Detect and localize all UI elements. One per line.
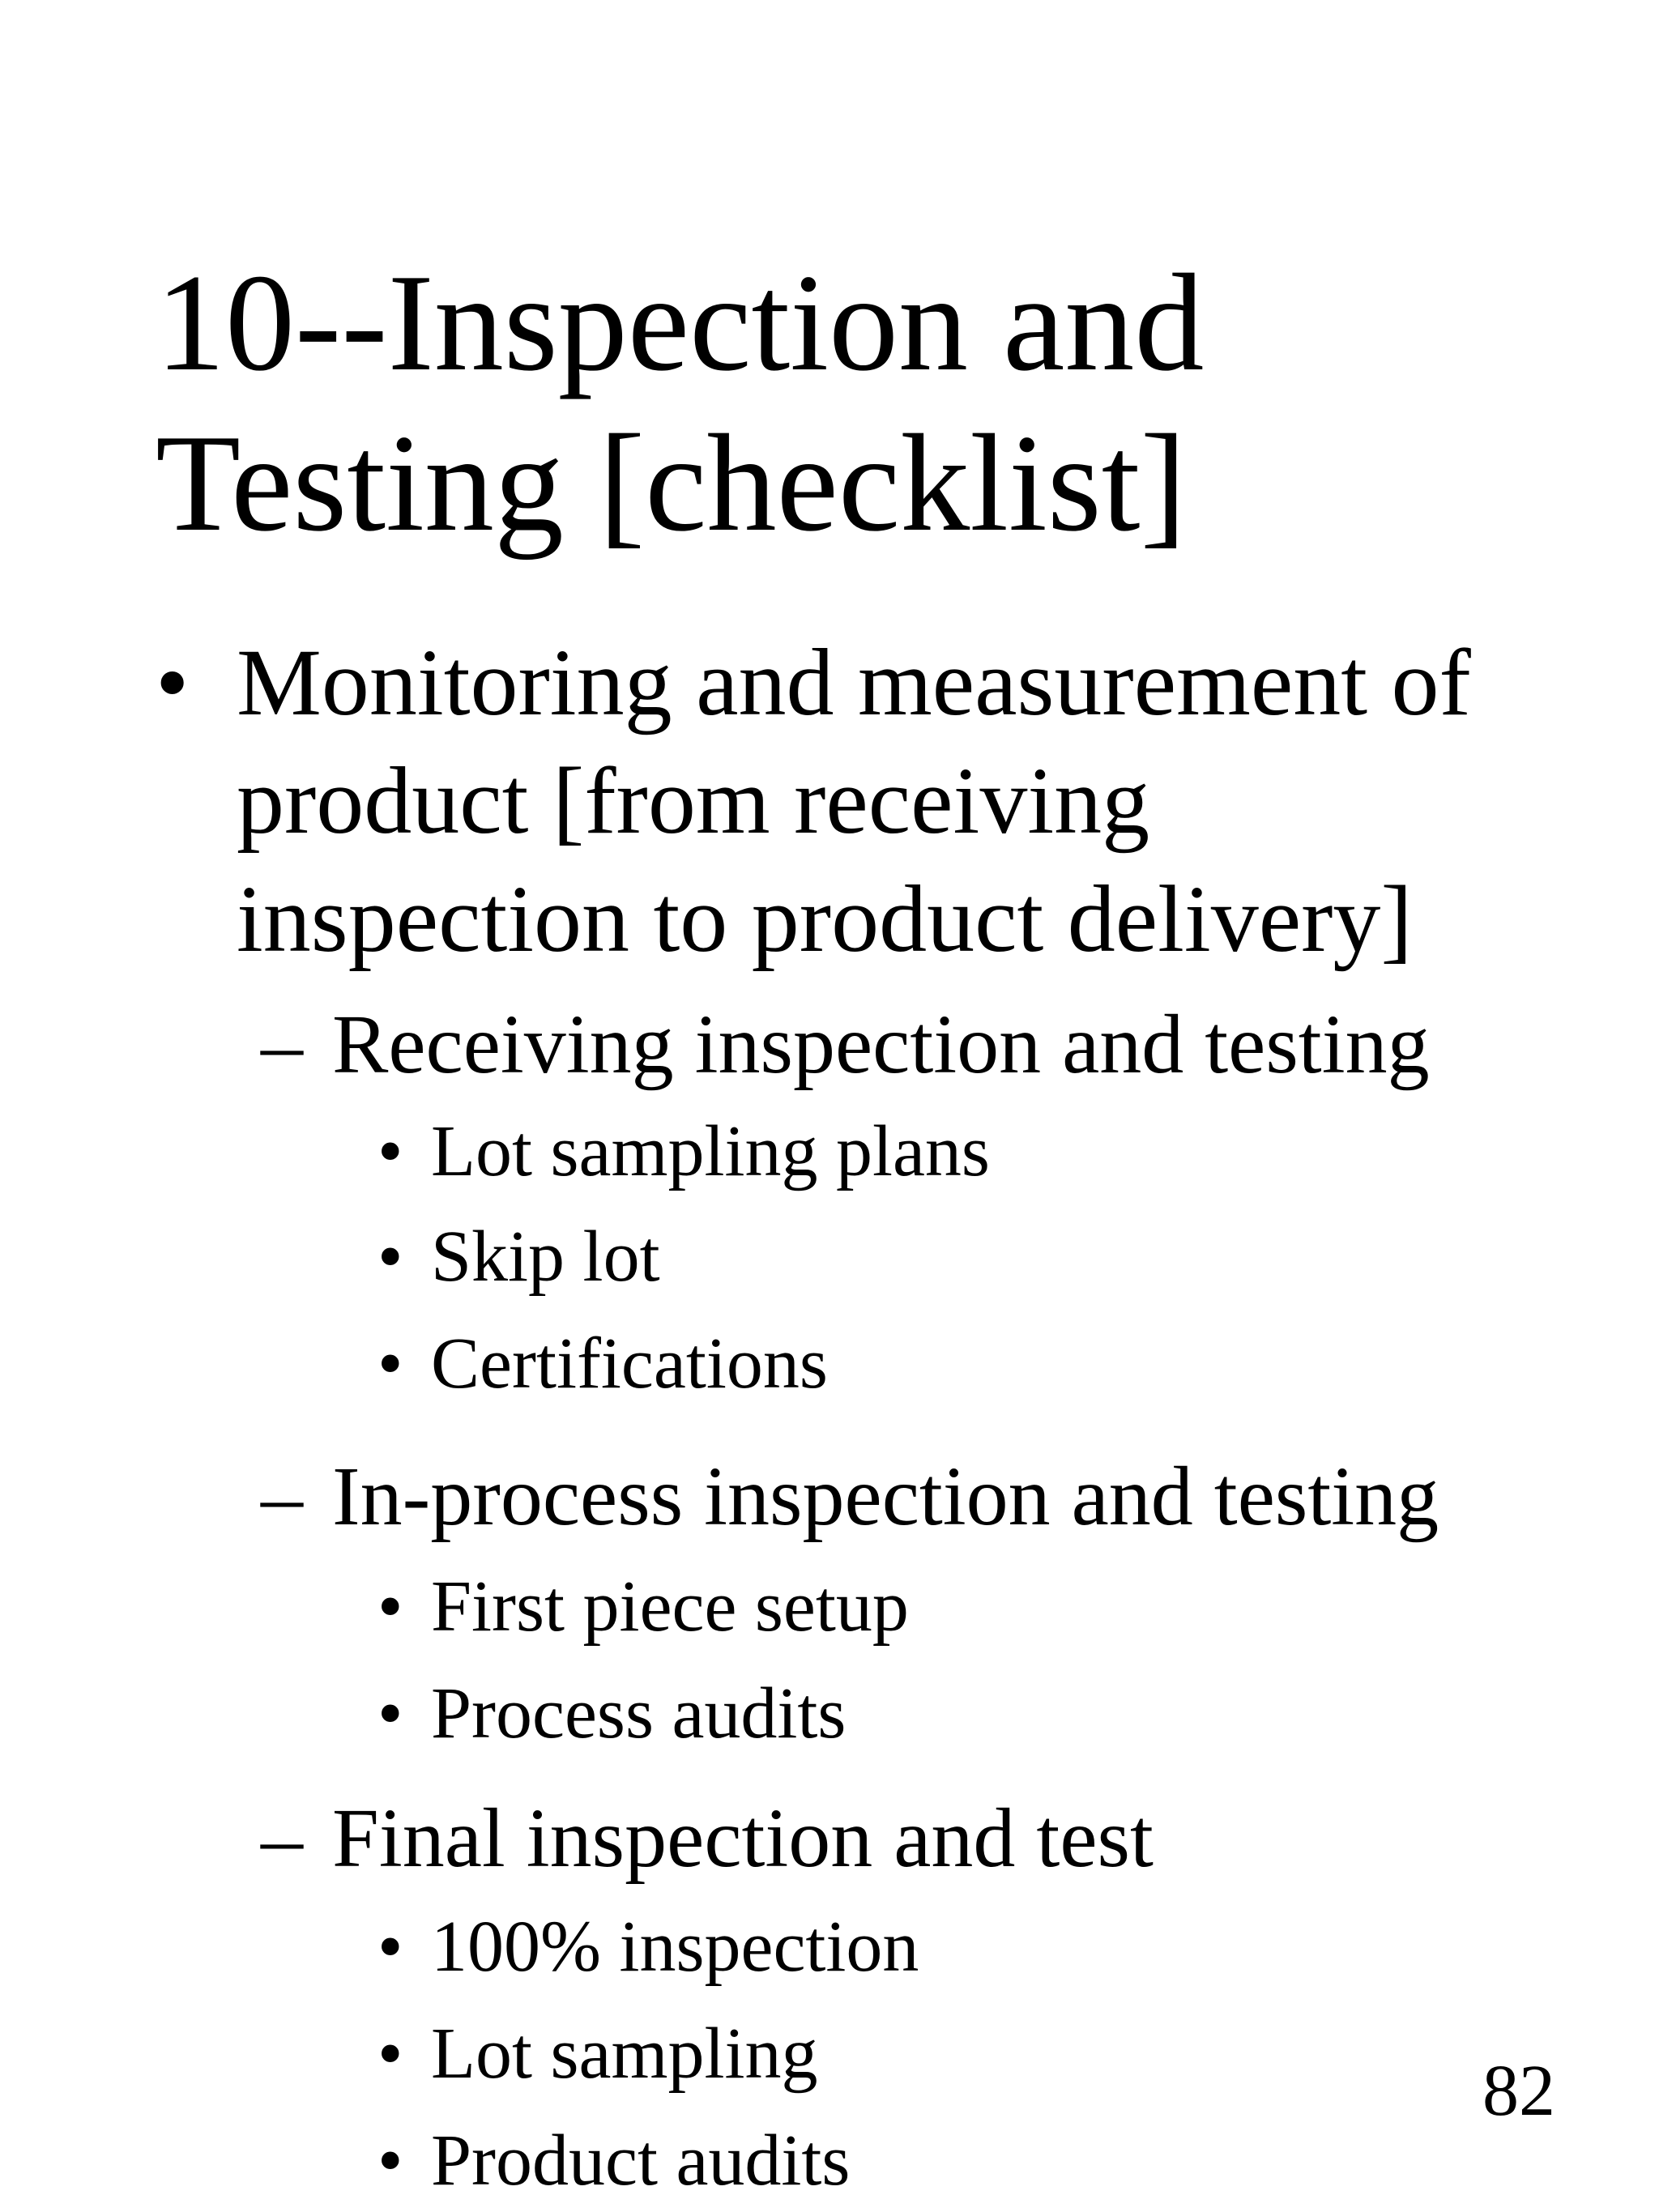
dash-icon: – <box>261 1792 303 1885</box>
list-item-text: Certifications <box>431 1323 828 1404</box>
slide-title-line-1: 10--Inspection and <box>156 246 1205 400</box>
list-item-text: Product audits <box>431 2120 851 2201</box>
main-bullet-text <box>237 624 1581 978</box>
slide-title-line-2: Testing [checklist] <box>156 407 1187 560</box>
bullet-icon: • <box>377 1907 403 1987</box>
list-item-text: First piece setup <box>431 1566 909 1647</box>
bullet-icon: • <box>377 1566 403 1647</box>
section-label: Receiving inspection and testing <box>332 998 1430 1091</box>
page-number: 82 <box>1482 2051 1555 2131</box>
bullet-icon: • <box>377 1111 403 1191</box>
section-label: Final inspection and test <box>332 1792 1154 1885</box>
dash-icon: – <box>261 1450 303 1543</box>
list-item-text: Process audits <box>431 1673 847 1754</box>
bullet-icon: • <box>377 1673 403 1754</box>
bullet-icon: • <box>377 1217 403 1297</box>
bullet-icon: • <box>377 1323 403 1404</box>
section-label: In-process inspection and testing <box>332 1450 1439 1543</box>
main-bullet-line-3: inspection to product delivery] <box>237 866 1413 972</box>
main-bullet-line-2: product [from receiving <box>237 748 1150 854</box>
list-item-text: 100% inspection <box>431 1907 919 1987</box>
list-item-text: Skip lot <box>431 1217 660 1297</box>
list-item-text: Lot sampling <box>431 2014 818 2094</box>
bullet-icon: • <box>377 2120 403 2201</box>
list-item-text: Lot sampling plans <box>431 1111 990 1191</box>
bullet-icon: • <box>156 629 190 735</box>
main-bullet-line-1: Monitoring and measurement of <box>237 629 1471 735</box>
dash-icon: – <box>261 998 303 1091</box>
bullet-icon: • <box>377 2014 403 2094</box>
